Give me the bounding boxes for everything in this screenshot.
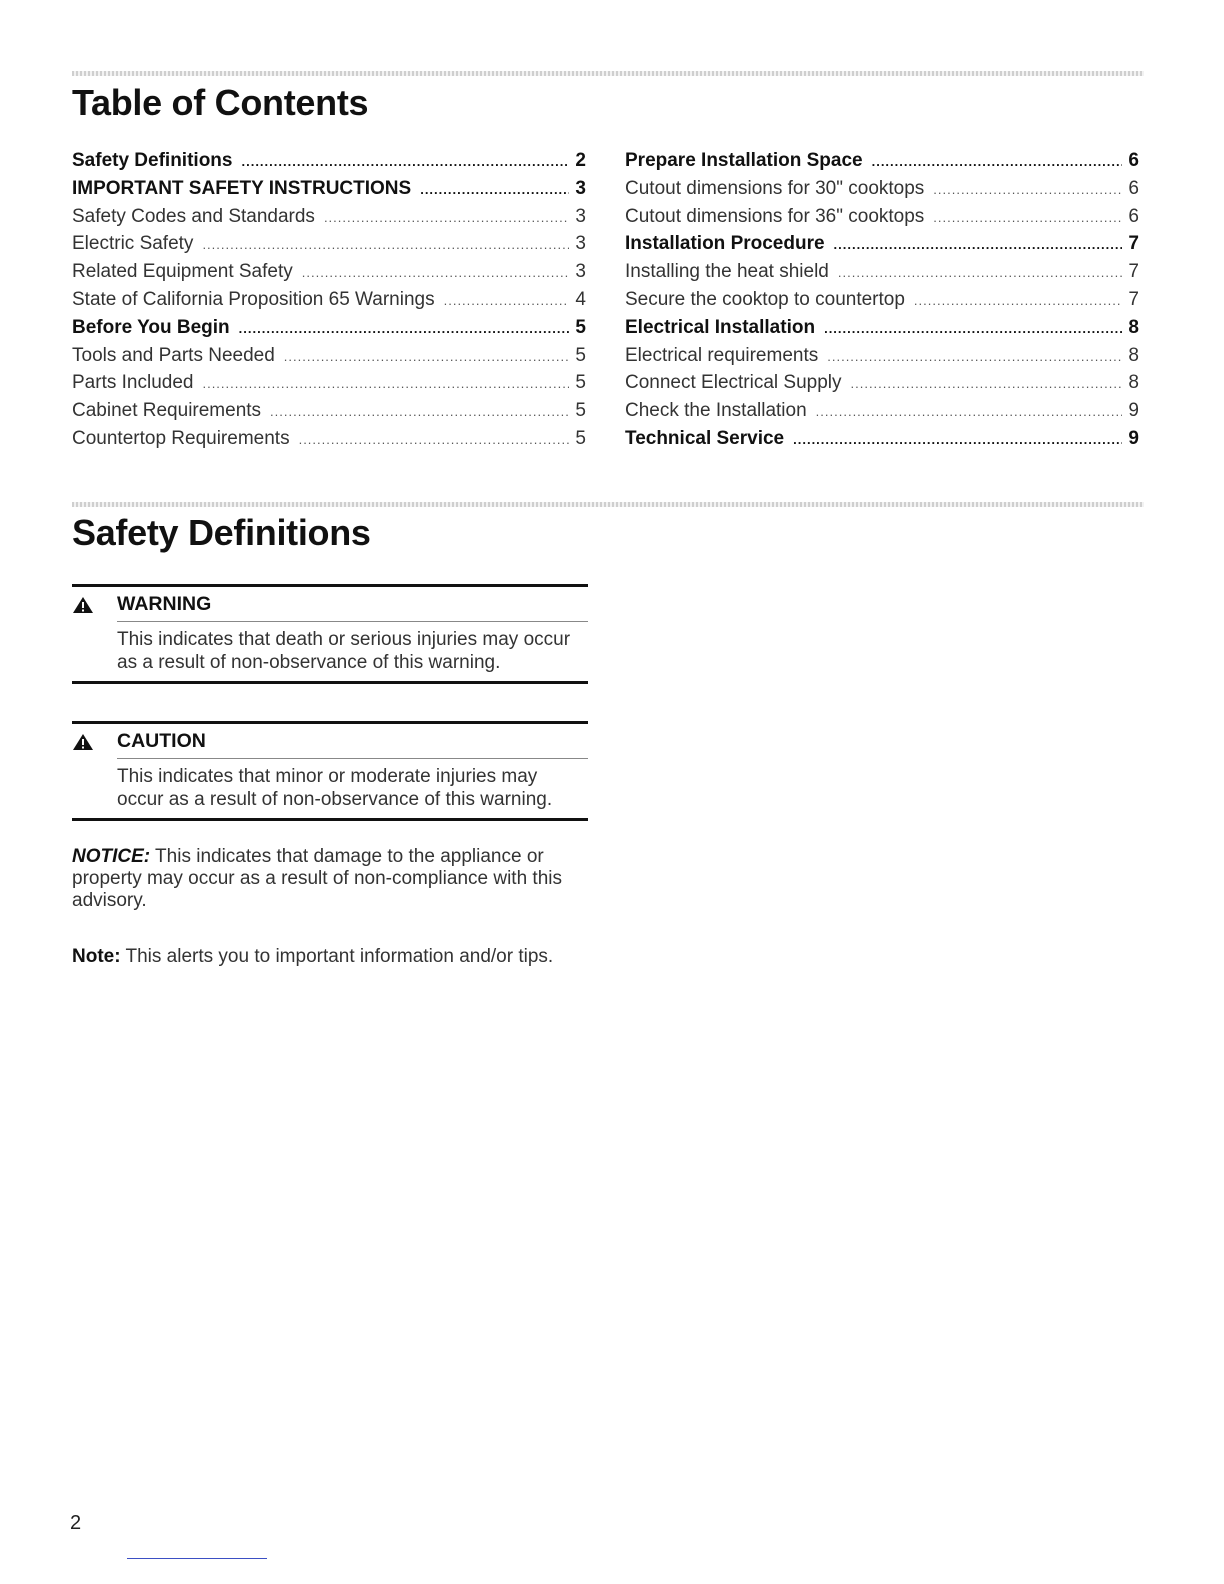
toc-entry[interactable] <box>72 369 586 397</box>
toc-entry[interactable] <box>625 175 1139 203</box>
note-text: This alerts you to important information and/or tips. <box>125 946 554 967</box>
toc-entry-label: Secure the cooktop to countertop <box>625 288 905 310</box>
toc-entry-label: Cabinet Requirements <box>72 400 262 422</box>
warning-heading: WARNING <box>117 593 212 615</box>
toc-entry-label: Cutout dimensions for 30" cooktops <box>625 177 925 199</box>
toc-entry-page: 6 <box>1128 177 1139 199</box>
toc-entry-page: 5 <box>575 400 586 422</box>
toc-title: Table of Contents <box>72 82 369 123</box>
warning-header <box>117 587 588 622</box>
toc-entry-page: 9 <box>1128 427 1139 449</box>
caution-triangle-icon <box>72 733 94 751</box>
toc-entry-label: IMPORTANT SAFETY INSTRUCTIONS <box>72 177 412 199</box>
toc-entry-label: Connect Electrical Supply <box>625 372 842 394</box>
toc-entry-label: Prepare Installation Space <box>625 150 863 171</box>
toc-dot-leader <box>444 287 570 315</box>
toc-entry-label: Related Equipment Safety <box>72 261 293 283</box>
toc-dot-leader <box>933 204 1122 232</box>
toc-entry-label: Electrical requirements <box>625 344 819 366</box>
toc-entry[interactable] <box>72 397 586 425</box>
warning-text: This indicates that death or serious injuries may occur as a result of non-observance of this warning. <box>117 629 571 673</box>
toc-entry-page: 8 <box>1128 372 1139 394</box>
toc-dot-leader <box>872 148 1123 176</box>
toc-entry-page: 3 <box>575 177 586 199</box>
toc-dot-leader <box>270 398 569 426</box>
toc-dot-leader <box>838 259 1123 287</box>
toc-entry[interactable] <box>625 147 1139 175</box>
toc-entry-label: Installing the heat shield <box>625 261 829 283</box>
toc-entry-page: 2 <box>575 150 586 171</box>
toc-dot-leader <box>324 204 569 232</box>
toc-entry-page: 6 <box>1128 205 1139 227</box>
toc-entry-label: Before You Begin <box>72 316 230 338</box>
caution-heading: CAUTION <box>117 730 206 752</box>
toc-dot-leader <box>834 231 1123 259</box>
note-paragraph <box>72 946 592 968</box>
toc-entry-label: Cutout dimensions for 36" cooktops <box>625 205 925 227</box>
toc-entry[interactable] <box>72 230 586 258</box>
toc-dot-leader <box>914 287 1123 315</box>
toc-entry-label: Safety Codes and Standards <box>72 205 315 227</box>
toc-entry[interactable] <box>625 286 1139 314</box>
toc-dot-leader <box>420 176 569 204</box>
toc-entry-page: 4 <box>575 288 586 310</box>
notice-text: This indicates that damage to the appliance or property may occur as a result of non-compliance with this advisory. <box>72 846 562 911</box>
safety-definitions-title: Safety Definitions <box>72 512 371 553</box>
toc-entry-label: Safety Definitions <box>72 150 233 171</box>
toc-right-column <box>625 147 1139 453</box>
toc-dot-leader <box>851 370 1123 398</box>
toc-entry[interactable] <box>72 314 586 342</box>
toc-dot-leader <box>827 343 1122 371</box>
toc-entry[interactable] <box>72 258 586 286</box>
toc-entry-label: Check the Installation <box>625 400 807 422</box>
toc-entry-label: State of California Proposition 65 Warnings <box>72 288 435 310</box>
toc-dot-leader <box>202 370 569 398</box>
toc-entry[interactable] <box>72 425 586 453</box>
toc-dot-leader <box>239 315 570 343</box>
toc-entry-page: 5 <box>575 372 586 394</box>
toc-entry-page: 7 <box>1128 233 1139 255</box>
toc-entry[interactable] <box>72 286 586 314</box>
toc-entry-page: 3 <box>575 205 586 227</box>
toc-entry-label: Countertop Requirements <box>72 427 290 449</box>
toc-entry[interactable] <box>625 258 1139 286</box>
toc-entry[interactable] <box>72 203 586 231</box>
toc-dot-leader <box>816 398 1123 426</box>
footer-link-underline <box>127 1558 267 1559</box>
toc-entry[interactable] <box>625 425 1139 453</box>
notice-paragraph <box>72 846 592 912</box>
toc-entry-label: Tools and Parts Needed <box>72 344 275 366</box>
section-divider <box>72 502 1144 507</box>
top-divider <box>72 71 1144 76</box>
toc-entry-page: 7 <box>1128 288 1139 310</box>
toc-dot-leader <box>299 426 570 454</box>
toc-entry-page: 3 <box>575 233 586 255</box>
toc-entry[interactable] <box>625 203 1139 231</box>
toc-entry-page: 3 <box>575 261 586 283</box>
caution-text: This indicates that minor or moderate injuries may occur as a result of non-observance of this warning. <box>117 766 553 810</box>
toc-entry[interactable] <box>625 342 1139 370</box>
toc-dot-leader <box>202 231 569 259</box>
warning-box <box>72 584 588 684</box>
toc-dot-leader <box>793 426 1122 454</box>
toc-entry[interactable] <box>72 342 586 370</box>
toc-dot-leader <box>241 148 569 176</box>
toc-entry-label: Technical Service <box>625 427 785 449</box>
toc-entry-label: Parts Included <box>72 372 194 394</box>
toc-dot-leader <box>284 343 570 371</box>
toc-entry-page: 5 <box>575 344 586 366</box>
toc-left-column <box>72 147 586 453</box>
page-number: 2 <box>70 1512 82 1534</box>
toc-entry-page: 9 <box>1128 400 1139 422</box>
toc-dot-leader <box>302 259 570 287</box>
warning-triangle-icon <box>72 596 94 614</box>
toc-entry-page: 7 <box>1128 261 1139 283</box>
caution-header <box>117 724 588 759</box>
toc-dot-leader <box>933 176 1122 204</box>
toc-entry[interactable] <box>625 230 1139 258</box>
caution-box <box>72 721 588 821</box>
toc-dot-leader <box>824 315 1122 343</box>
toc-entry[interactable] <box>625 369 1139 397</box>
toc-entry[interactable] <box>72 175 586 203</box>
toc-entry-page: 8 <box>1128 316 1139 338</box>
toc-entry-page: 8 <box>1128 344 1139 366</box>
notice-lead: NOTICE: <box>72 846 151 867</box>
toc-entry-page: 5 <box>575 316 586 338</box>
toc-entry[interactable] <box>625 397 1139 425</box>
toc-entry-page: 5 <box>575 427 586 449</box>
toc-entry-page: 6 <box>1128 150 1139 171</box>
toc-entry-label: Electric Safety <box>72 233 194 255</box>
toc-entry-label: Electrical Installation <box>625 316 816 338</box>
note-lead: Note: <box>72 946 121 967</box>
toc-entry[interactable] <box>72 147 586 175</box>
toc-entry[interactable] <box>625 314 1139 342</box>
toc-entry-label: Installation Procedure <box>625 233 825 255</box>
